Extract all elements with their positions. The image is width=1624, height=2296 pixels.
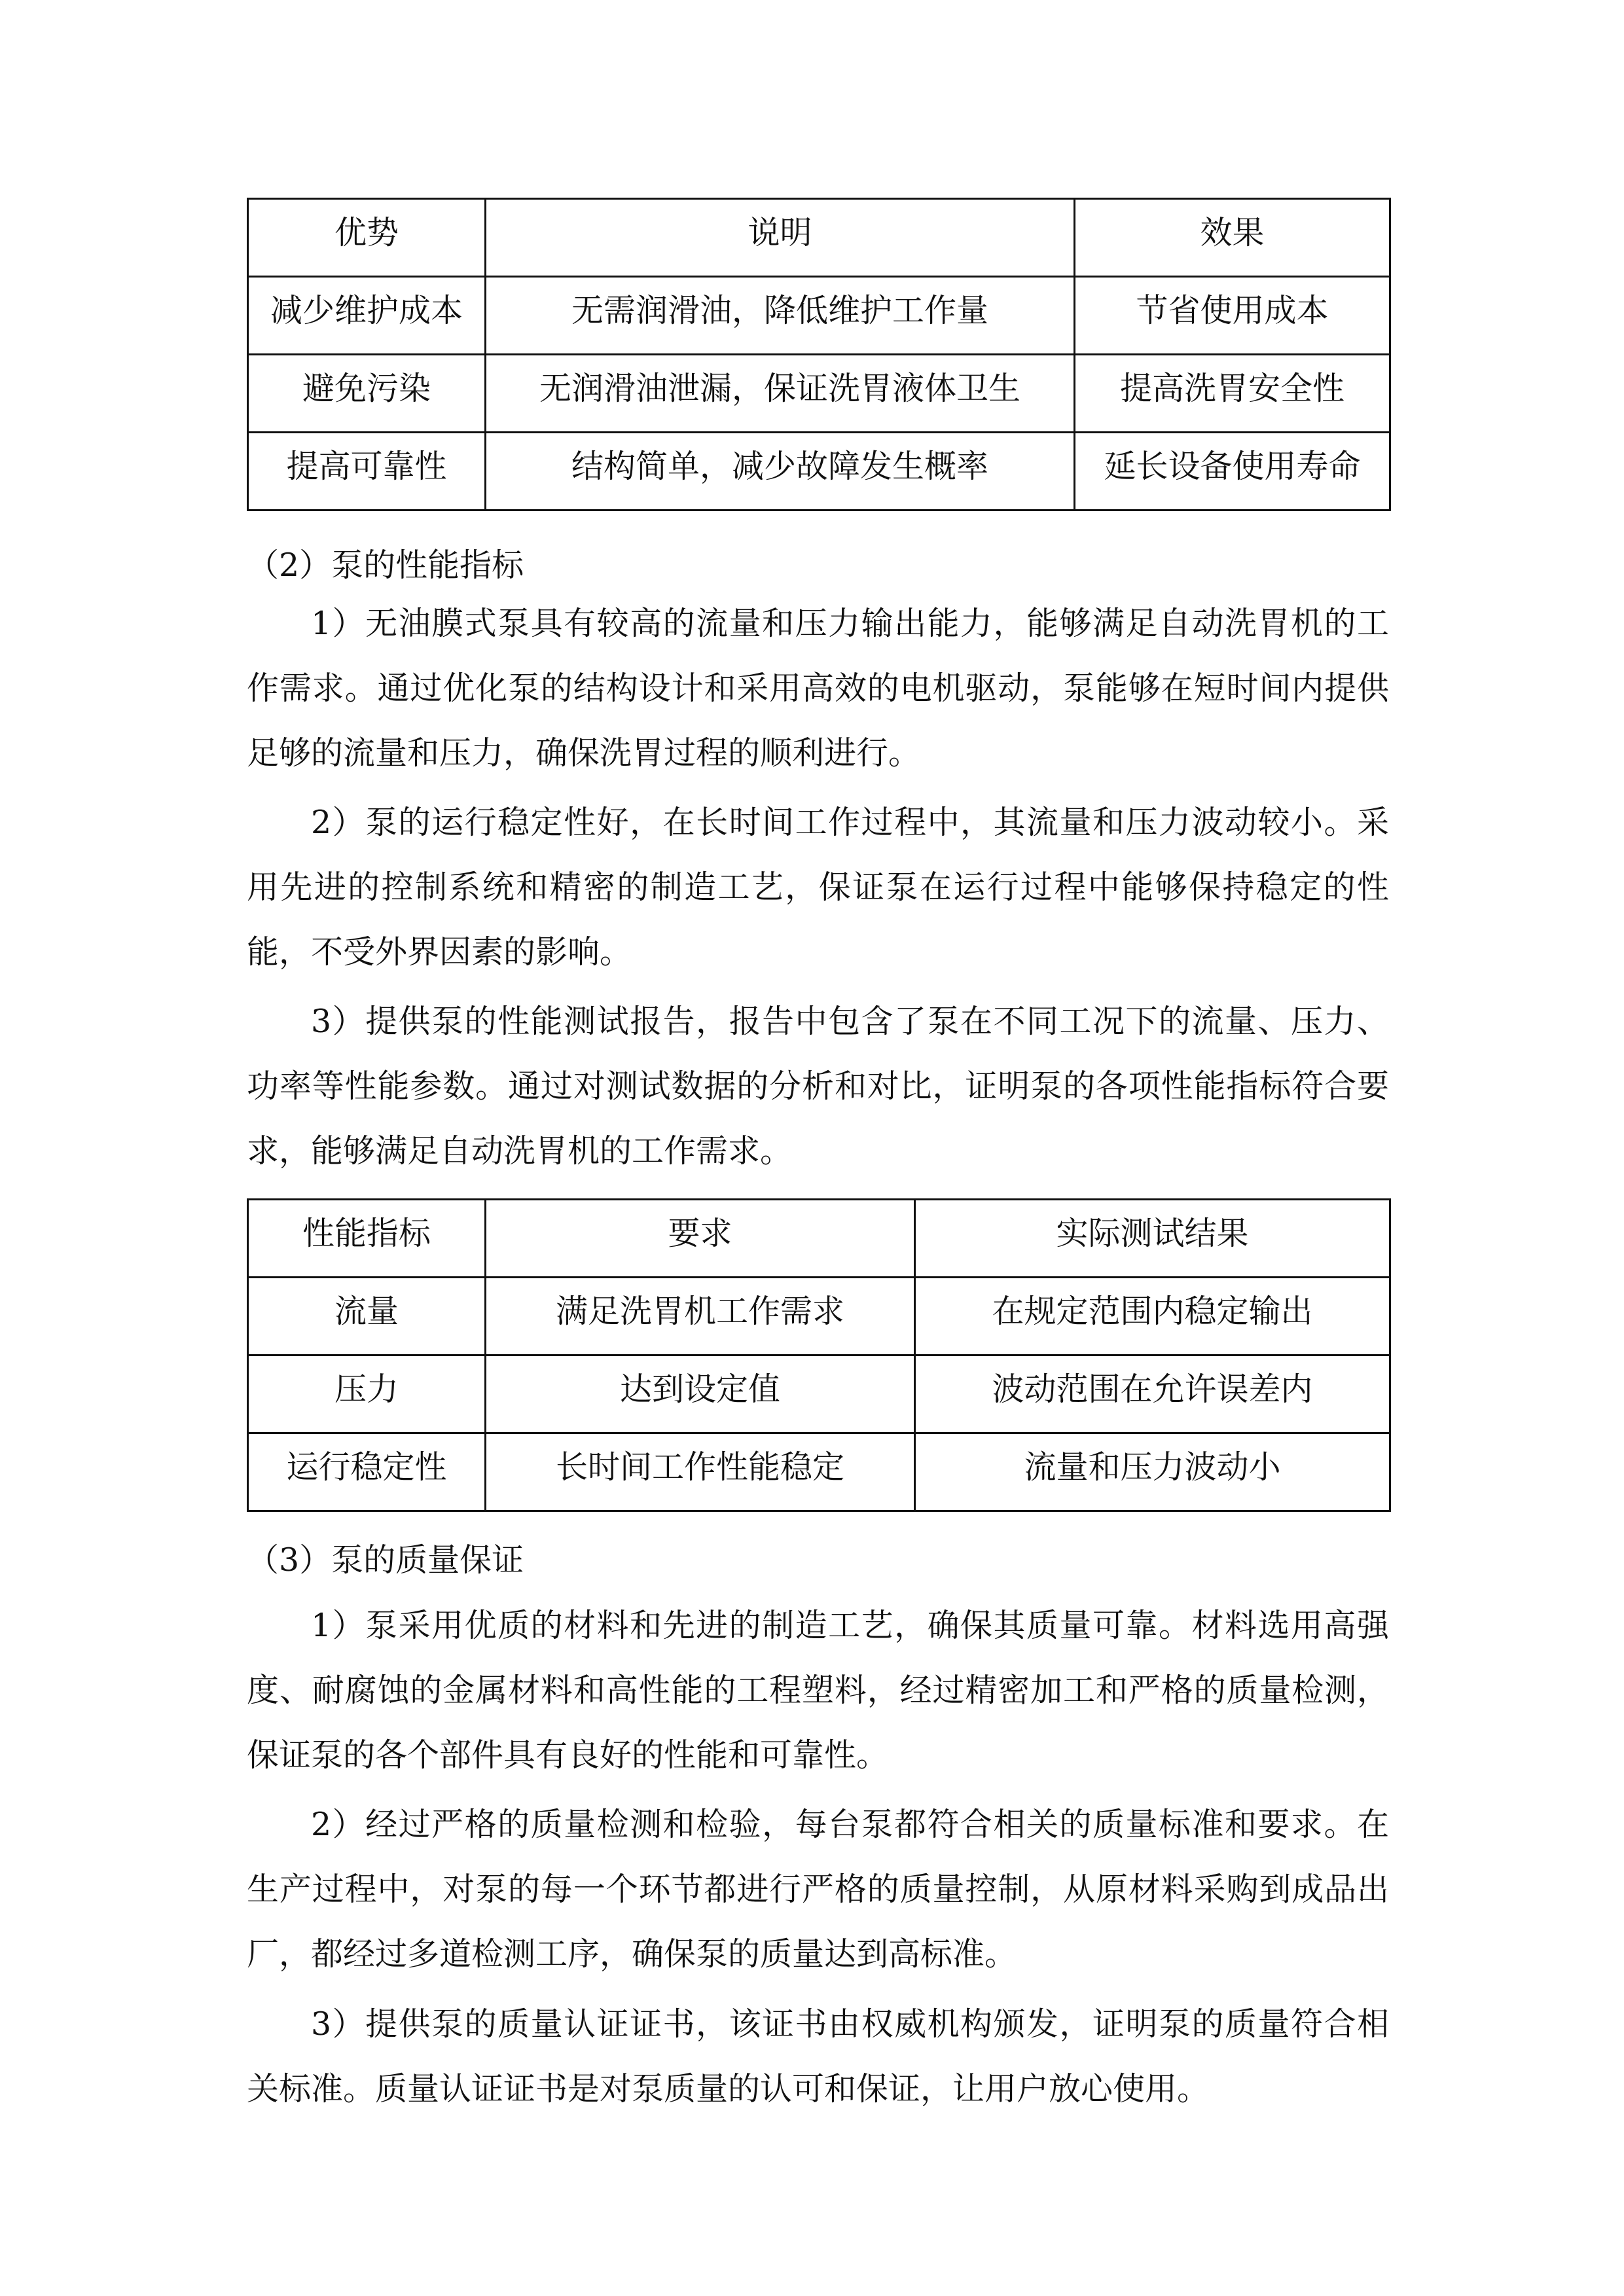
table-cell: 压力 — [248, 1355, 486, 1433]
table-row — [248, 355, 1390, 433]
paragraph — [247, 1992, 1389, 2121]
table-cell: 减少维护成本 — [248, 277, 486, 355]
table-cell: 提高洗胃安全性 — [1075, 355, 1390, 433]
paragraph-text: 3）提供泵的质量认证证书，该证书由权威机构颁发，证明泵的质量符合相关标准。质量认证证书是对泵质量的认可和保证，让用户放心使用。 — [247, 2005, 1389, 2108]
table-cell: 避免污染 — [248, 355, 486, 433]
header-cell: 实际测试结果 — [915, 1200, 1390, 1278]
table-row — [248, 1278, 1390, 1355]
paragraph-text: 1）泵采用优质的材料和先进的制造工艺，确保其质量可靠。材料选用高强度、耐腐蚀的金属材料和高性能的工程塑料，经过精密加工和严格的质量检测，保证泵的各个部件具有良好的性能和可靠性。 — [247, 1607, 1389, 1774]
performance-table — [247, 1198, 1389, 1512]
table-cell: 结构简单，减少故障发生概率 — [486, 433, 1075, 511]
table-header-row — [248, 1200, 1390, 1278]
table-cell: 达到设定值 — [486, 1355, 915, 1433]
table-row — [248, 277, 1390, 355]
header-cell: 优势 — [248, 199, 486, 277]
header-cell: 说明 — [486, 199, 1075, 277]
advantages-table — [247, 198, 1389, 511]
table-cell: 运行稳定性 — [248, 1433, 486, 1511]
table-cell: 满足洗胃机工作需求 — [486, 1278, 915, 1355]
paragraph-text: 3）提供泵的性能测试报告，报告中包含了泵在不同工况下的流量、压力、功率等性能参数。通过对测试数据的分析和对比，证明泵的各项性能指标符合要求，能够满足自动洗胃机的工作需求。 — [247, 1003, 1389, 1170]
paragraph-text: 2）经过严格的质量检测和检验，每台泵都符合相关的质量标准和要求。在生产过程中，对泵的每一个环节都进行严格的质量控制，从原材料采购到成品出厂，都经过多道检测工序，确保泵的质量达到高标准。 — [247, 1806, 1389, 1973]
table-row — [248, 1355, 1390, 1433]
table-cell: 无需润滑油，降低维护工作量 — [486, 277, 1075, 355]
table-cell: 延长设备使用寿命 — [1075, 433, 1390, 511]
header-cell: 要求 — [486, 1200, 915, 1278]
table-row — [248, 1433, 1390, 1511]
paragraph-text: 2）泵的运行稳定性好，在长时间工作过程中，其流量和压力波动较小。采用先进的控制系统和精密的制造工艺，保证泵在运行过程中能够保持稳定的性能，不受外界因素的影响。 — [247, 804, 1389, 971]
paragraph — [247, 790, 1389, 984]
table-cell: 波动范围在允许误差内 — [915, 1355, 1390, 1433]
table-cell: 无润滑油泄漏，保证洗胃液体卫生 — [486, 355, 1075, 433]
section-heading: （2）泵的性能指标 — [247, 547, 524, 584]
header-cell: 性能指标 — [248, 1200, 486, 1278]
paragraph — [247, 1593, 1389, 1787]
table-cell: 提高可靠性 — [248, 433, 486, 511]
paragraph — [247, 1792, 1389, 1986]
table-row — [248, 433, 1390, 511]
table-header-row — [248, 199, 1390, 277]
header-cell: 效果 — [1075, 199, 1390, 277]
paragraph — [247, 989, 1389, 1183]
table-cell: 流量和压力波动小 — [915, 1433, 1390, 1511]
paragraph — [247, 591, 1389, 785]
table-cell: 长时间工作性能稳定 — [486, 1433, 915, 1511]
table-cell: 在规定范围内稳定输出 — [915, 1278, 1390, 1355]
paragraph-text: 1）无油膜式泵具有较高的流量和压力输出能力，能够满足自动洗胃机的工作需求。通过优化泵的结构设计和采用高效的电机驱动，泵能够在短时间内提供足够的流量和压力，确保洗胃过程的顺利进行。 — [247, 605, 1389, 772]
section-heading: （3）泵的质量保证 — [247, 1541, 524, 1579]
table-cell: 节省使用成本 — [1075, 277, 1390, 355]
table-cell: 流量 — [248, 1278, 486, 1355]
